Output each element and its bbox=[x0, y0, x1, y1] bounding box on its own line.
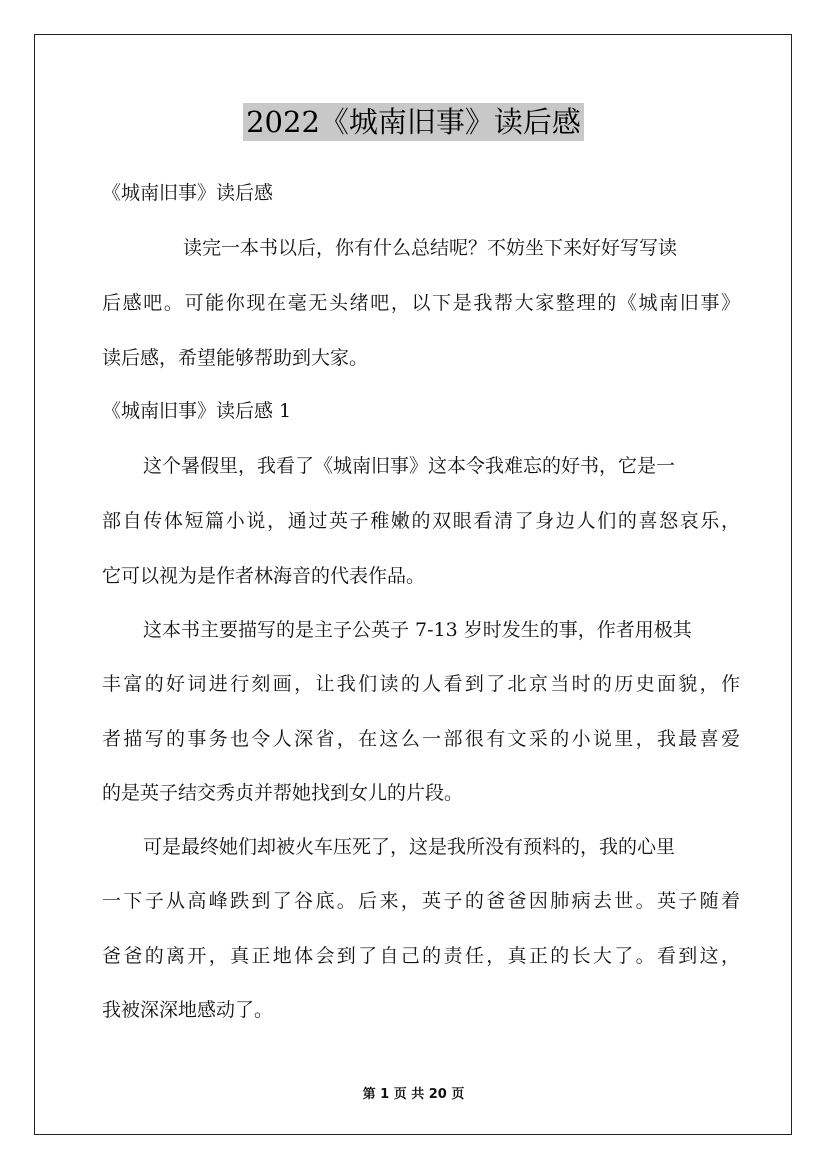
paragraph-2-line-4: 的是英子结交秀贞并帮她找到女儿的片段。 bbox=[102, 782, 464, 804]
intro-line-2: 后感吧。可能你现在毫无头绪吧，以下是我帮大家整理的《城南旧事》 bbox=[102, 292, 740, 314]
paragraph-1-line-3: 它可以视为是作者林海音的代表作品。 bbox=[102, 565, 426, 587]
paragraph-3-line-4: 我被深深地感动了。 bbox=[102, 999, 274, 1021]
paragraph-1-line-1: 这个暑假里，我看了《城南旧事》这本令我难忘的好书，它是一 bbox=[143, 455, 676, 477]
paragraph-3-line-1: 可是最终她们却被火车压死了，这是我所没有预料的，我的心里 bbox=[143, 836, 676, 858]
paragraph-2-line-3: 者描写的事务也令人深省，在这么一部很有文采的小说里，我最喜爱 bbox=[102, 728, 740, 750]
document-title: 2022《城南旧事》读后感 bbox=[243, 103, 584, 141]
intro-line-3: 读后感，希望能够帮助到大家。 bbox=[102, 347, 369, 369]
paragraph-2-line-1: 这本书主要描写的是主子公英子 7-13 岁时发生的事，作者用极其 bbox=[143, 619, 692, 641]
section-heading: 《城南旧事》读后感 1 bbox=[102, 400, 292, 422]
paragraph-2-line-2: 丰富的好词进行刻画，让我们读的人看到了北京当时的历史面貌，作 bbox=[102, 673, 740, 695]
intro-line-1: 读完一本书以后，你有什么总结呢？不妨坐下来好好写写读 bbox=[183, 237, 678, 259]
page-number-footer: 第 1 页 共 20 页 bbox=[362, 1087, 465, 1102]
subtitle: 《城南旧事》读后感 bbox=[102, 182, 274, 204]
paragraph-3-line-2: 一下子从高峰跌到了谷底。后来，英子的爸爸因肺病去世。英子随着 bbox=[102, 890, 740, 912]
paragraph-1-line-2: 部自传体短篇小说，通过英子稚嫩的双眼看清了身边人们的喜怒哀乐， bbox=[102, 510, 740, 532]
paragraph-3-line-3: 爸爸的离开，真正地体会到了自己的责任，真正的长大了。看到这， bbox=[102, 945, 740, 967]
title-container bbox=[0, 103, 827, 141]
